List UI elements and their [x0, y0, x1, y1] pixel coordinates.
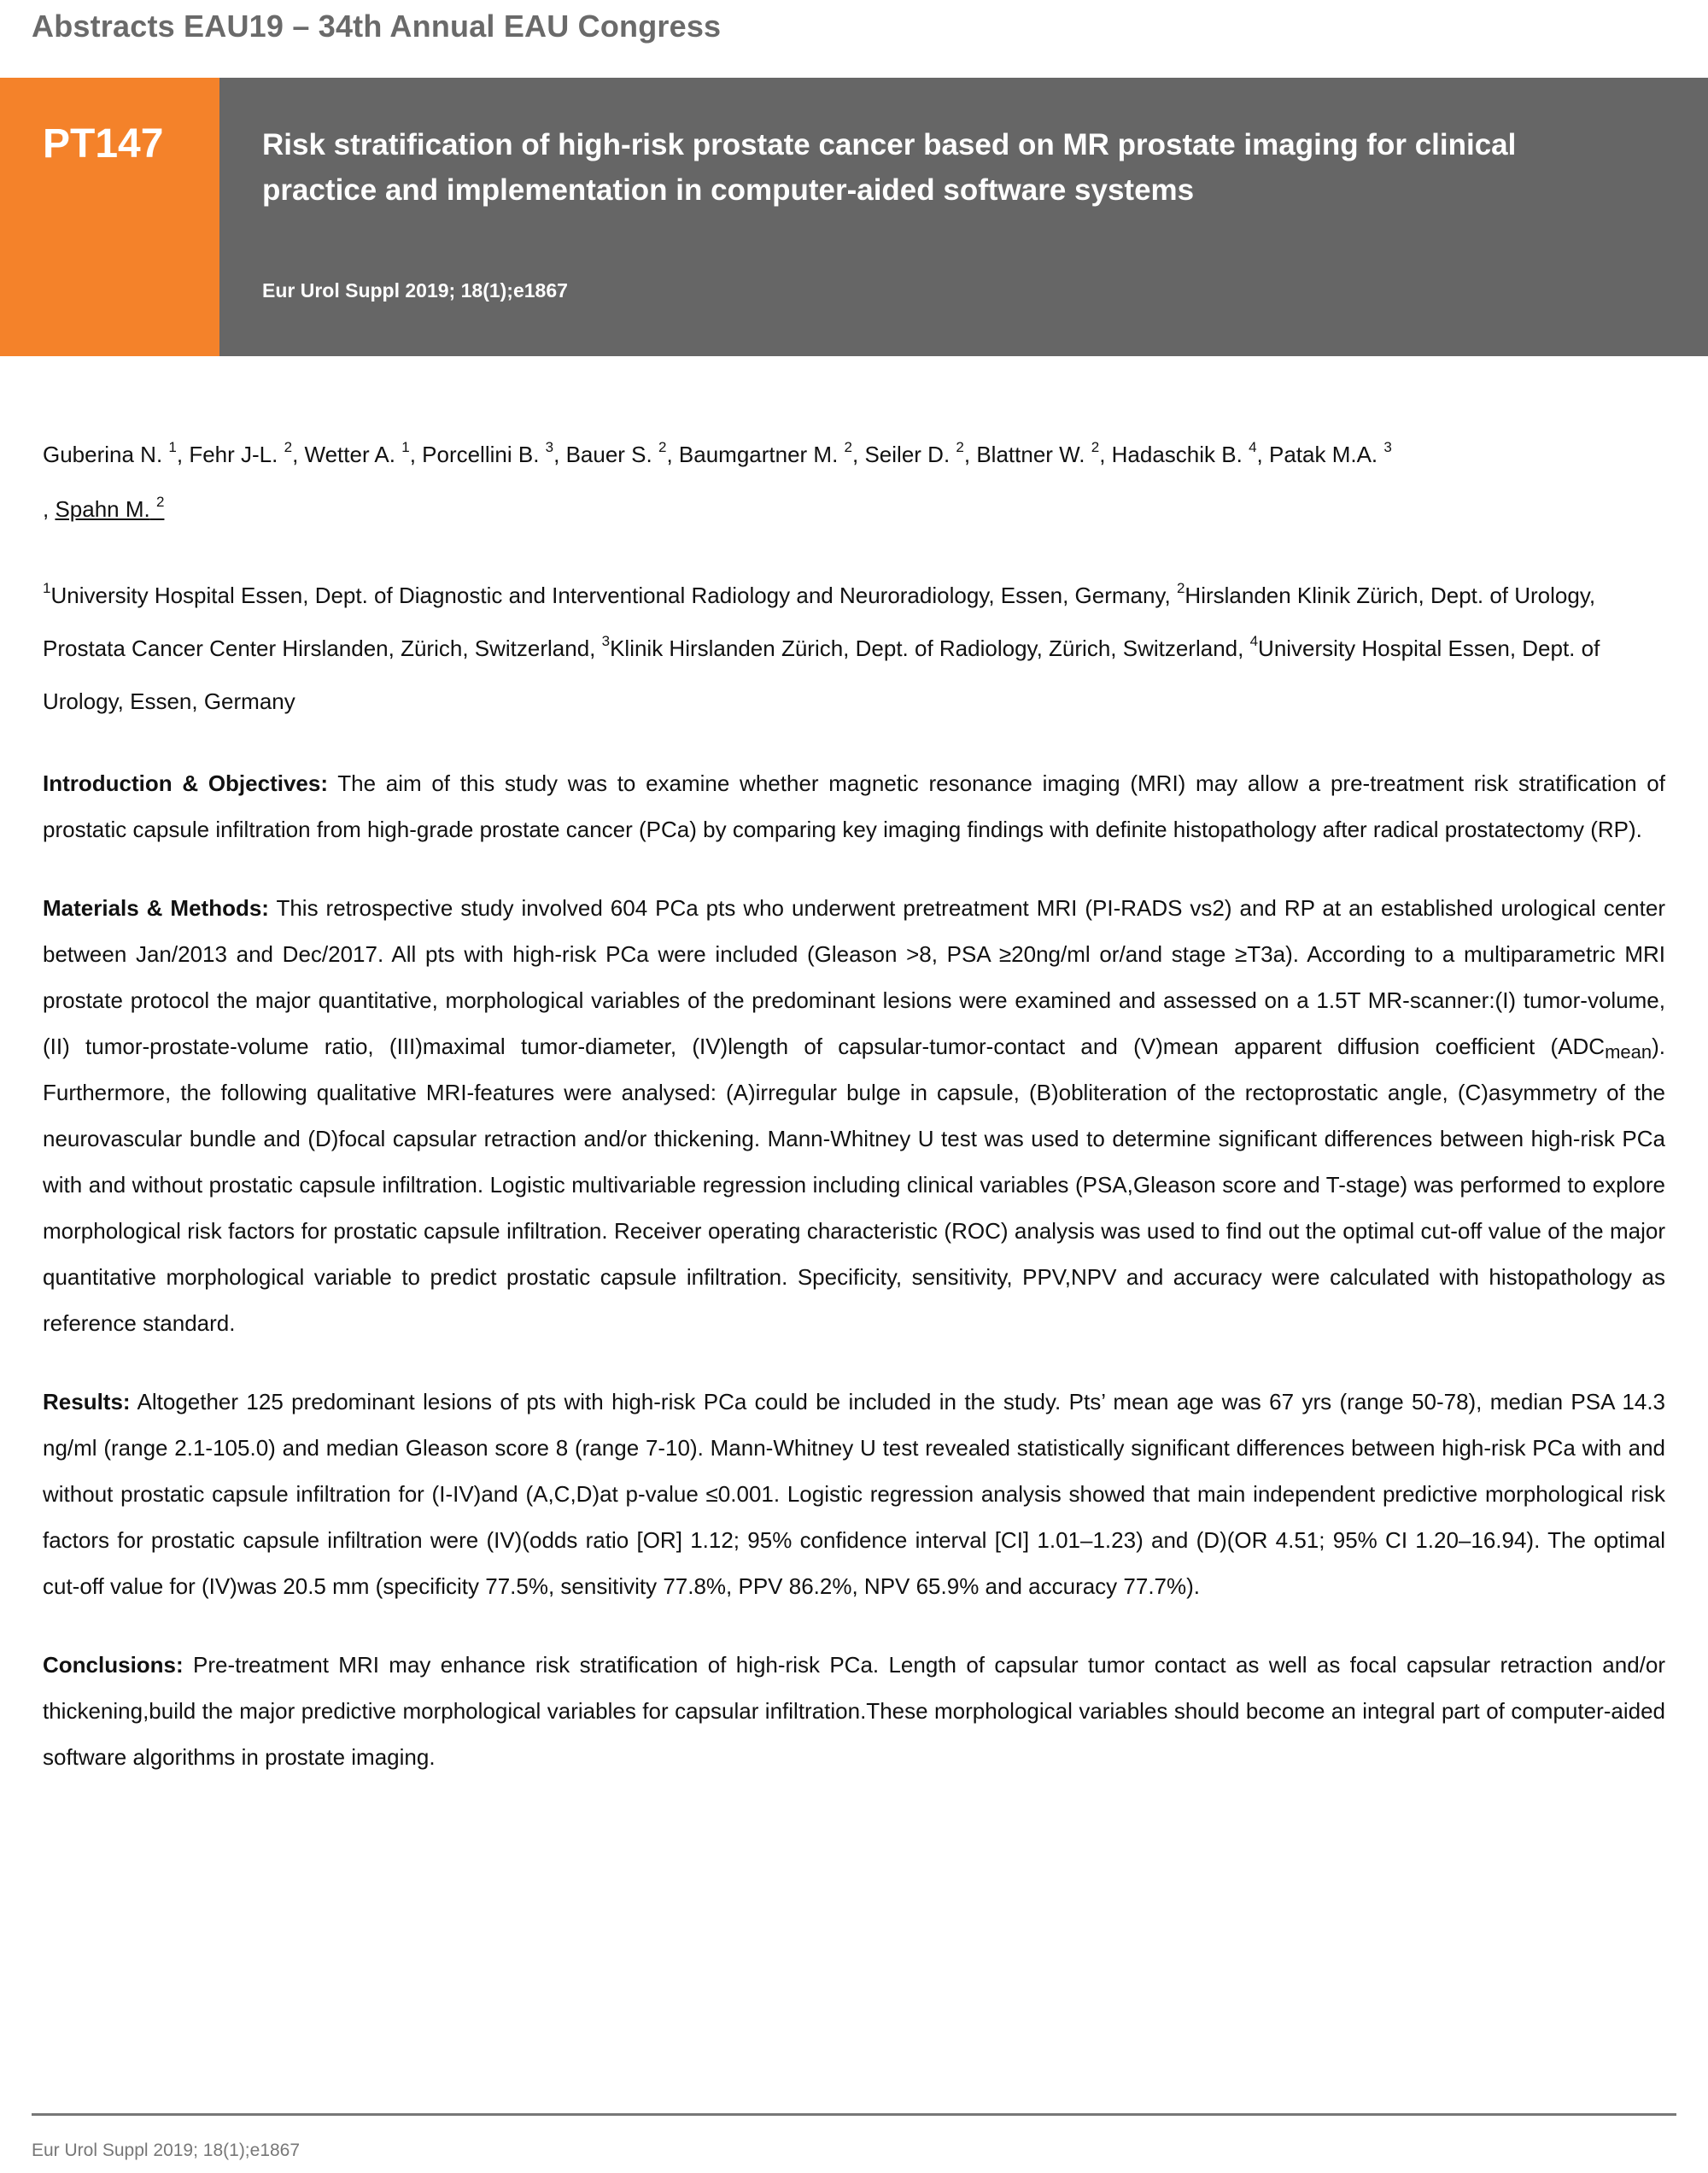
abstract-title: Risk stratification of high-risk prostate cancer based on MR prostate imaging for clinical practice and implementation in computer-aided software systems: [262, 128, 1517, 207]
section-label: Conclusions:: [43, 1652, 184, 1678]
author-separator: ,: [553, 442, 566, 467]
author-separator: ,: [852, 442, 865, 467]
author-separator: ,: [666, 442, 679, 467]
author-separator: ,: [963, 442, 977, 467]
author: Seiler D. $^2$: [864, 439, 964, 467]
author-separator: ,: [292, 442, 305, 467]
affiliation-list: [43, 569, 1665, 728]
author: Fehr J-L. $^2$: [189, 439, 293, 467]
author: Porcellini B. $^3$: [422, 439, 554, 467]
abstract-code-box: [0, 78, 219, 356]
affiliation: $^3$Klinik Hirslanden Zürich, Dept. of Radiology, Zürich, Switzerland,: [601, 633, 1250, 661]
author: Hadaschik B. $^4$: [1111, 439, 1257, 467]
author: Blattner W. $^2$: [976, 439, 1100, 467]
section-text: Pre-treatment MRI may enhance risk stratification of high-risk PCa. Length of capsular tumor contact as well as focal capsular retraction and/or thickening,build the major predictive morphological variables for capsular infiltration.These morphological variables should become an integral part of computer-aided software algorithms in prostate imaging.: [43, 1652, 1665, 1770]
subscript: mean: [1605, 1041, 1652, 1063]
affiliation: $^1$University Hospital Essen, Dept. of Diagnostic and Interventional Radiology and Neuroradiology, Essen, Germany,: [43, 580, 1177, 608]
affiliation: $^2$Hirslanden Klinik Zürich, Dept. of Urology, Prostata Cancer Center Hirslanden, Zürich, Switzerland,: [43, 580, 1596, 661]
author: Patak M.A. $^3$: [1268, 439, 1392, 467]
author: Bauer S. $^2$: [565, 439, 667, 467]
affiliation: $^4$University Hospital Essen, Dept. of Urology, Essen, Germany: [43, 633, 1600, 714]
author-separator: ,: [1256, 442, 1269, 467]
section-label: Materials & Methods:: [43, 895, 269, 921]
section-methods: [43, 885, 1665, 1346]
section-text: ). Furthermore, the following qualitative MRI-features were analysed: (A)irregular bulge in capsule, (B)obliteration of the rectoprostatic angle, (C)asymmetry of the neurovascular bundle and (D)focal capsular retraction and/or thickening. Mann-Whitney U test was used to determine significant differences between high-risk PCa with and without prostatic capsule infiltration. Logistic multivariable regression including clinical variables (PSA,Gleason score and T-stage) was performed to explore morphological risk factors for prostatic capsule infiltration. Receiver operating characteristic (ROC) analysis was used to find out the optimal cut-off value of the major quantitative morphological variable to predict prostatic capsule infiltration. Specificity, sensitivity, PPV,NPV and accuracy were calculated with histopathology as reference standard.: [43, 1034, 1665, 1336]
page-header-title: Abstracts EAU19 – 34th Annual EAU Congress: [32, 9, 722, 44]
abstract-body: [43, 427, 1665, 1780]
section-label: Introduction & Objectives:: [43, 770, 328, 796]
author: Guberina N. $^1$: [43, 439, 177, 467]
author-list: [43, 427, 1665, 536]
author-separator: ,: [409, 442, 423, 467]
footer-divider: [32, 2113, 1676, 2116]
author: Baumgartner M. $^2$: [678, 439, 853, 467]
abstract-code: PT147: [43, 121, 164, 167]
section-results: [43, 1379, 1665, 1609]
author-separator: ,: [43, 496, 56, 522]
presenting-author: Spahn M. $^2$: [55, 494, 165, 522]
section-text: The aim of this study was to examine whether magnetic resonance imaging (MRI) may allow a pre-treatment risk stratification of prostatic capsule infiltration from high-grade prostate cancer (PCa) by comparing key imaging findings with definite histopathology after radical prostatectomy (RP).: [43, 770, 1665, 842]
author: Wetter A. $^1$: [304, 439, 410, 467]
section-text: This retrospective study involved 604 PCa pts who underwent pretreatment MRI (PI-RADS vs2) and RP at an established urological center between Jan/2013 and Dec/2017. All pts with high-risk PCa were included (Gleason >8, PSA ≥20ng/ml or/and stage ≥T3a). According to a multiparametric MRI prostate protocol the major quantitative, morphological variables of the predominant lesions were examined and assessed on a 1.5T MR-scanner:(I) tumor-volume, (II) tumor-prostate-volume ratio, (III)maximal tumor-diameter, (IV)length of capsular-tumor-contact and (V)mean apparent diffusion coefficient (ADC: [43, 895, 1665, 1059]
abstract-citation: Eur Urol Suppl 2019; 18(1);e1867: [262, 279, 568, 302]
section-text: Altogether 125 predominant lesions of pts with high-risk PCa could be included in the study. Pts’ mean age was 67 yrs (range 50-78), median PSA 14.3 ng/ml (range 2.1-105.0) and median Gleason score 8 (range 7-10). Mann-Whitney U test revealed statistically significant differences between high-risk PCa with and without prostatic capsule infiltration for (I-IV)and (A,C,D)at p-value ≤0.001. Logistic regression analysis showed that main independent predictive morphological risk factors for prostatic capsule infiltration were (IV)(odds ratio [OR] 1.12; 95% confidence interval [CI] 1.01–1.23) and (D)(OR 4.51; 95% CI 1.20–16.94). The optimal cut-off value for (IV)was 20.5 mm (specificity 77.5%, sensitivity 77.8%, PPV 86.2%, NPV 65.9% and accuracy 77.7%).: [43, 1389, 1665, 1599]
abstract-header-band: [0, 78, 1708, 356]
section-label: Results:: [43, 1389, 131, 1414]
section-introduction: [43, 760, 1665, 852]
footer-citation: Eur Urol Suppl 2019; 18(1);e1867: [32, 2141, 301, 2160]
author-separator: ,: [176, 442, 190, 467]
section-conclusions: [43, 1642, 1665, 1780]
author-separator: ,: [1099, 442, 1112, 467]
